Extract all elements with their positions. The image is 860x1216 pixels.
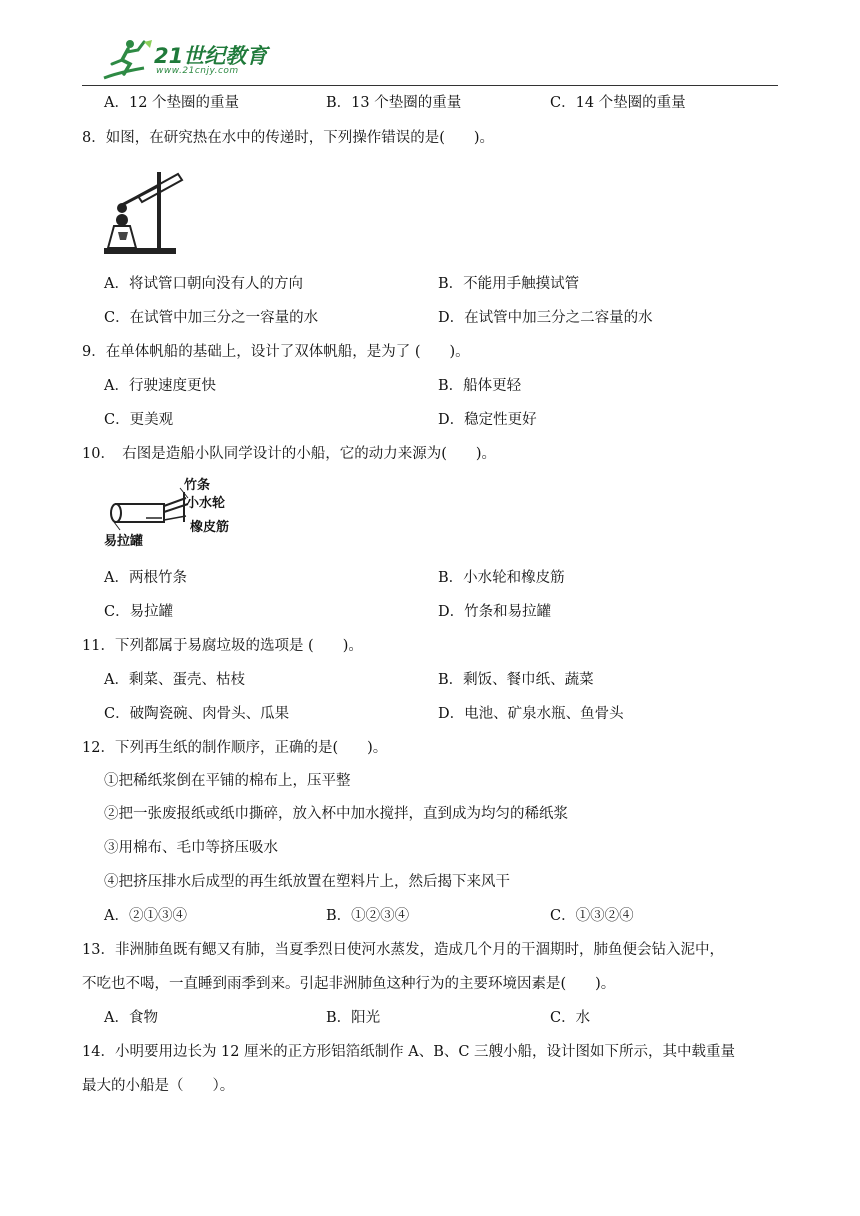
q10-option-c: C．易拉罐 (104, 604, 174, 620)
q11-option-a: A．剩菜、蛋壳、枯枝 (104, 672, 245, 688)
q8-option-b: B．不能用手触摸试管 (438, 276, 580, 292)
q12-option-a: A．②①③④ (104, 908, 187, 924)
q13-stem-line1: 13．非洲肺鱼既有鳃又有肺，当夏季烈日使河水蒸发，造成几个月的干涸期时，肺鱼便会钻入泥中， (82, 942, 724, 958)
q14-stem-line1: 14．小明要用边长为 12 厘米的正方形铝箔纸制作 A、B、C 三艘小船，设计图如下所示，其中载重量 (82, 1044, 736, 1060)
q12-option-c: C．①③②④ (550, 908, 634, 924)
q9-option-c: C．更美观 (104, 412, 174, 428)
q8-option-a: A．将试管口朝向没有人的方向 (104, 276, 303, 292)
q10-option-a: A．两根竹条 (104, 570, 187, 586)
iron-stand-figure (100, 168, 184, 258)
q13-option-c: C．水 (550, 1010, 591, 1026)
q12-step-3: ③用棉布、毛巾等挤压吸水 (104, 840, 278, 856)
logo-title: 21世纪教育 (154, 44, 268, 68)
q9-stem: 9．在单体帆船的基础上，设计了双体帆船，是为了 ( )。 (82, 344, 470, 360)
runner-icon (100, 38, 156, 84)
q10-option-b: B．小水轮和橡皮筋 (438, 570, 565, 586)
logo-url: www.21cnjy.com (156, 66, 239, 76)
q11-option-c: C．破陶瓷碗、肉骨头、瓜果 (104, 706, 290, 722)
q7-option-a: A．12 个垫圈的重量 (104, 95, 240, 111)
q12-step-4: ④把挤压排水后成型的再生纸放置在塑料片上，然后揭下来风干 (104, 874, 510, 890)
q12-step-1: ①把稀纸浆倒在平铺的棉布上，压平整 (104, 773, 351, 789)
q14-stem-line2: 最大的小船是（ ）。 (82, 1078, 235, 1094)
q9-option-a: A．行驶速度更快 (104, 378, 216, 394)
q13-option-a: A．食物 (104, 1010, 158, 1026)
site-logo (100, 38, 270, 86)
q11-option-b: B．剩饭、餐巾纸、蔬菜 (438, 672, 594, 688)
q10-stem: 10． 右图是造船小队同学设计的小船，它的动力来源为( )。 (82, 446, 497, 462)
q8-option-d: D．在试管中加三分之二容量的水 (438, 310, 653, 326)
label-bamboo: 竹条 (184, 478, 211, 493)
q13-option-b: B．阳光 (326, 1010, 381, 1026)
q11-stem: 11．下列都属于易腐垃圾的选项是 ( )。 (82, 638, 363, 654)
label-can: 易拉罐 (104, 534, 144, 549)
q12-step-2: ②把一张废报纸或纸巾撕碎，放入杯中加水搅拌，直到成为均匀的稀纸浆 (104, 806, 568, 822)
q11-option-d: D．电池、矿泉水瓶、鱼骨头 (438, 706, 624, 722)
label-rubber: 橡皮筋 (190, 520, 230, 535)
q13-stem-line2: 不吃也不喝，一直睡到雨季到来。引起非洲肺鱼这种行为的主要环境因素是( )。 (82, 976, 616, 992)
q9-option-d: D．稳定性更好 (438, 412, 537, 428)
q8-option-c: C．在试管中加三分之一容量的水 (104, 310, 319, 326)
q7-option-b: B．13 个垫圈的重量 (326, 95, 462, 111)
q8-stem: 8．如图，在研究热在水中的传递时，下列操作错误的是( )。 (82, 130, 495, 146)
q12-stem: 12．下列再生纸的制作顺序，正确的是( )。 (82, 740, 388, 756)
boat-figure (102, 478, 242, 554)
header-divider (82, 85, 778, 86)
label-wheel: 小水轮 (186, 496, 226, 511)
q7-option-c: C．14 个垫圈的重量 (550, 95, 686, 111)
q10-option-d: D．竹条和易拉罐 (438, 604, 552, 620)
q12-option-b: B．①②③④ (326, 908, 410, 924)
page-header (0, 0, 860, 88)
q9-option-b: B．船体更轻 (438, 378, 522, 394)
